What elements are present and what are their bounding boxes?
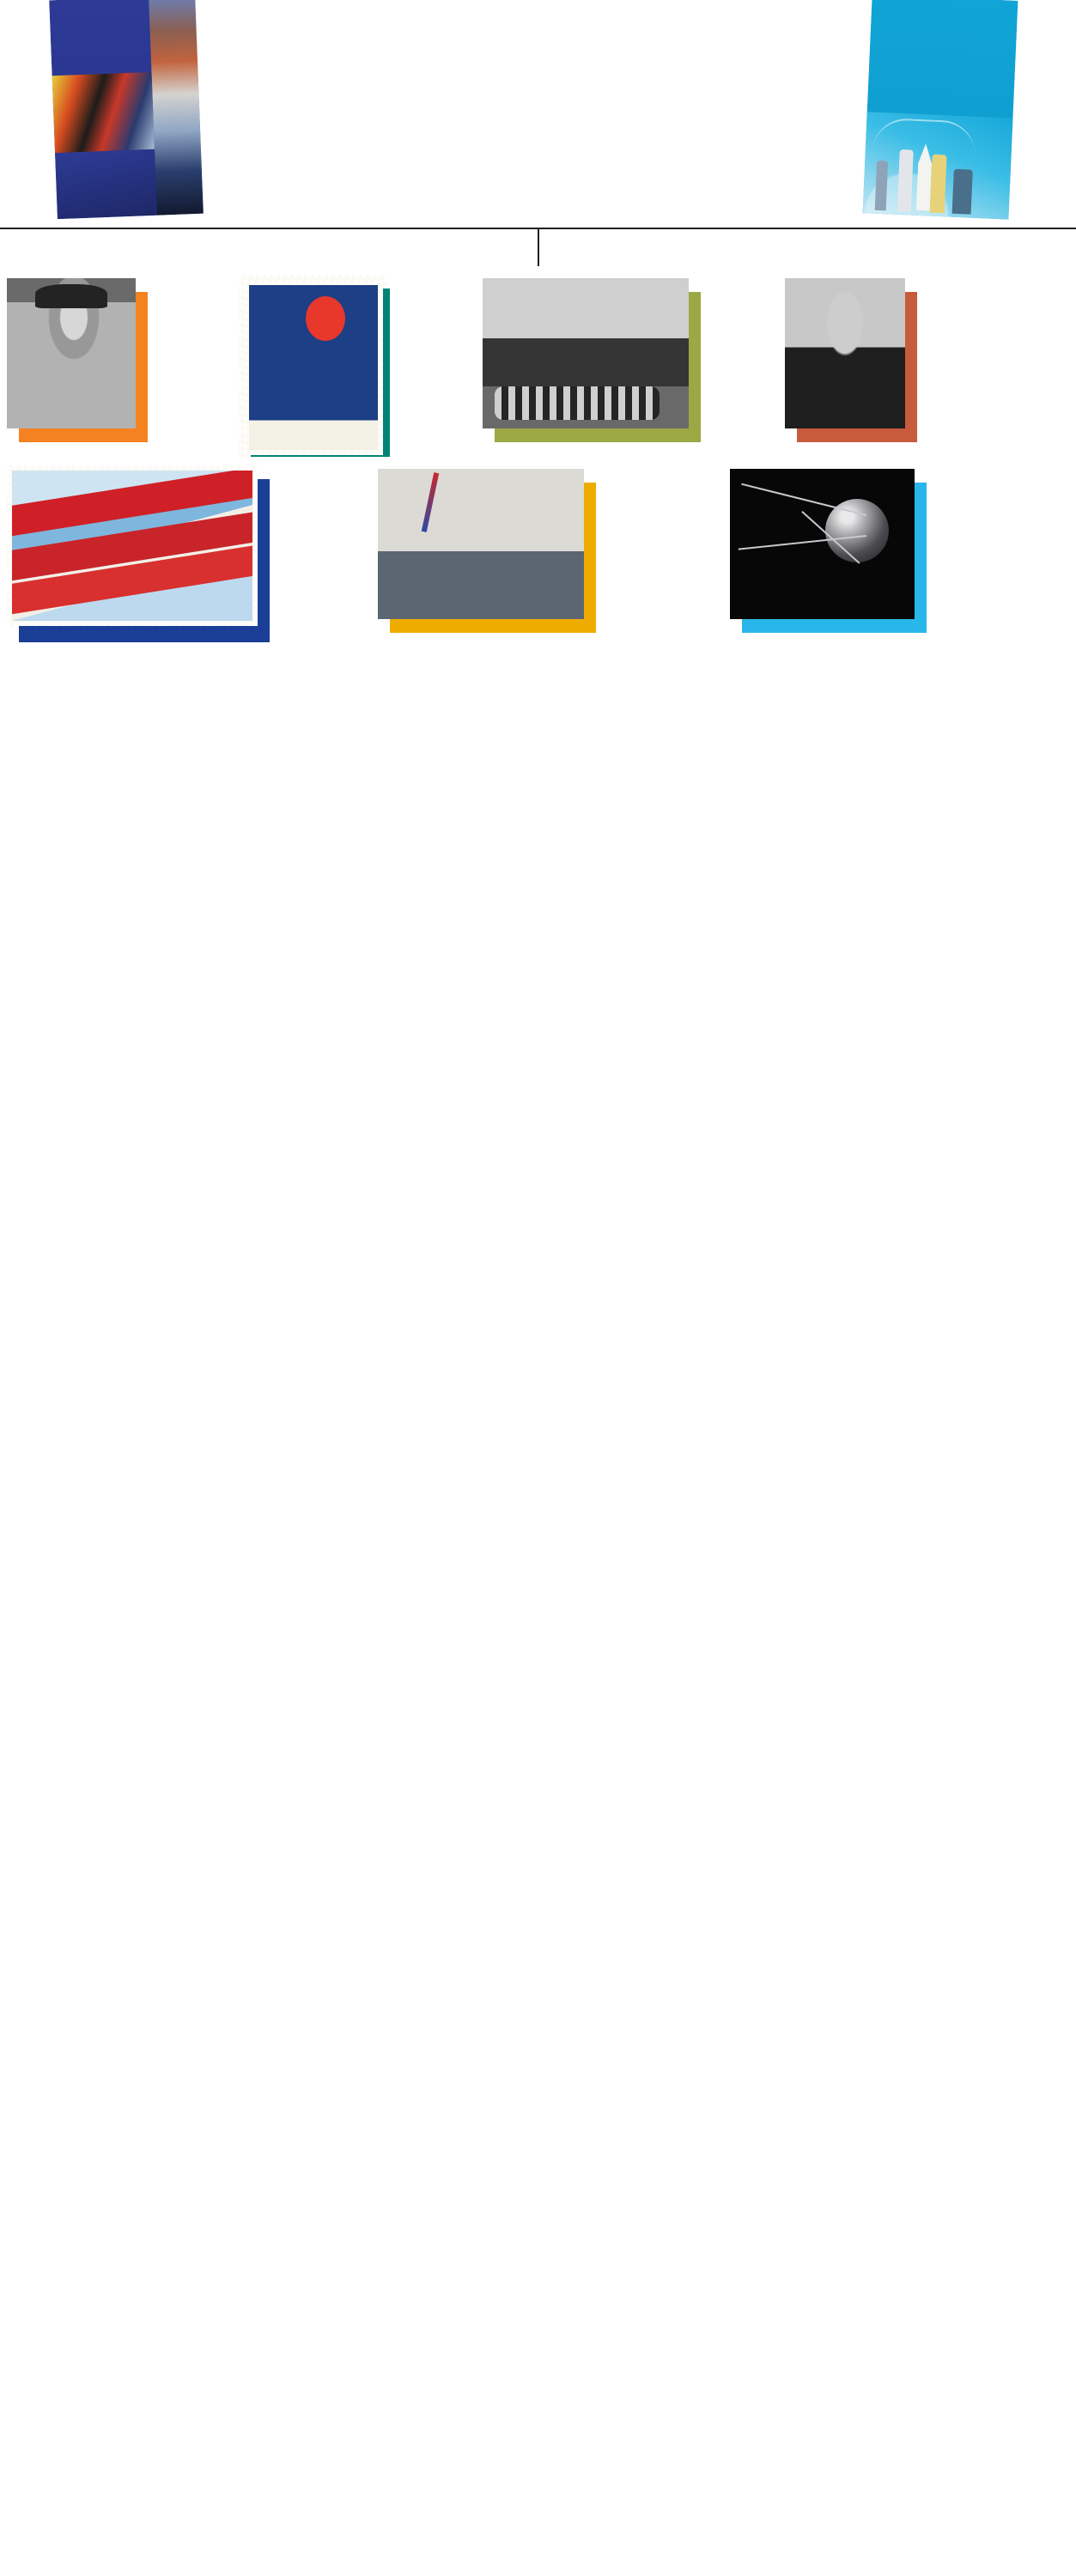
sputnik-image <box>730 469 915 619</box>
sun-graphic <box>306 296 345 341</box>
figure-icon <box>875 161 889 211</box>
oil-industry-image <box>483 278 689 428</box>
textbook-cover-levandovsky <box>49 0 204 219</box>
photo-strip-middle <box>0 266 1076 457</box>
photo-oil-industry <box>483 278 689 428</box>
gagarin-stamp-image <box>249 285 378 450</box>
cover-artwork-left <box>52 72 155 153</box>
yeltsin-rally-image <box>378 469 584 619</box>
stalin-portrait-image <box>7 278 136 428</box>
column-header-levandovsky <box>0 229 538 266</box>
photo-sputnik <box>730 469 915 619</box>
column-header-row <box>0 228 1076 266</box>
comparison-infographic <box>0 0 1076 633</box>
perestroika-stamp-image <box>12 471 252 621</box>
figure-icon <box>897 149 914 212</box>
textbook-cover-medinsky <box>863 0 1018 220</box>
photo-brezhnev <box>785 278 905 428</box>
header <box>0 0 1076 228</box>
photo-stalin <box>7 278 136 428</box>
figure-icon <box>930 155 947 214</box>
photo-yeltsin-rally <box>378 469 584 619</box>
brezhnev-portrait-image <box>785 278 905 428</box>
sputnik-body <box>825 499 889 562</box>
photo-perestroika-stamp <box>7 465 258 626</box>
figure-icon <box>952 169 973 215</box>
photo-gagarin-stamp <box>239 275 388 460</box>
photo-strip-bottom <box>0 457 1076 633</box>
cover-artwork-right <box>863 112 1013 219</box>
cover-photo-strip-left <box>149 0 204 216</box>
antenna-icon <box>741 483 866 515</box>
column-header-medinsky <box>539 229 1076 266</box>
